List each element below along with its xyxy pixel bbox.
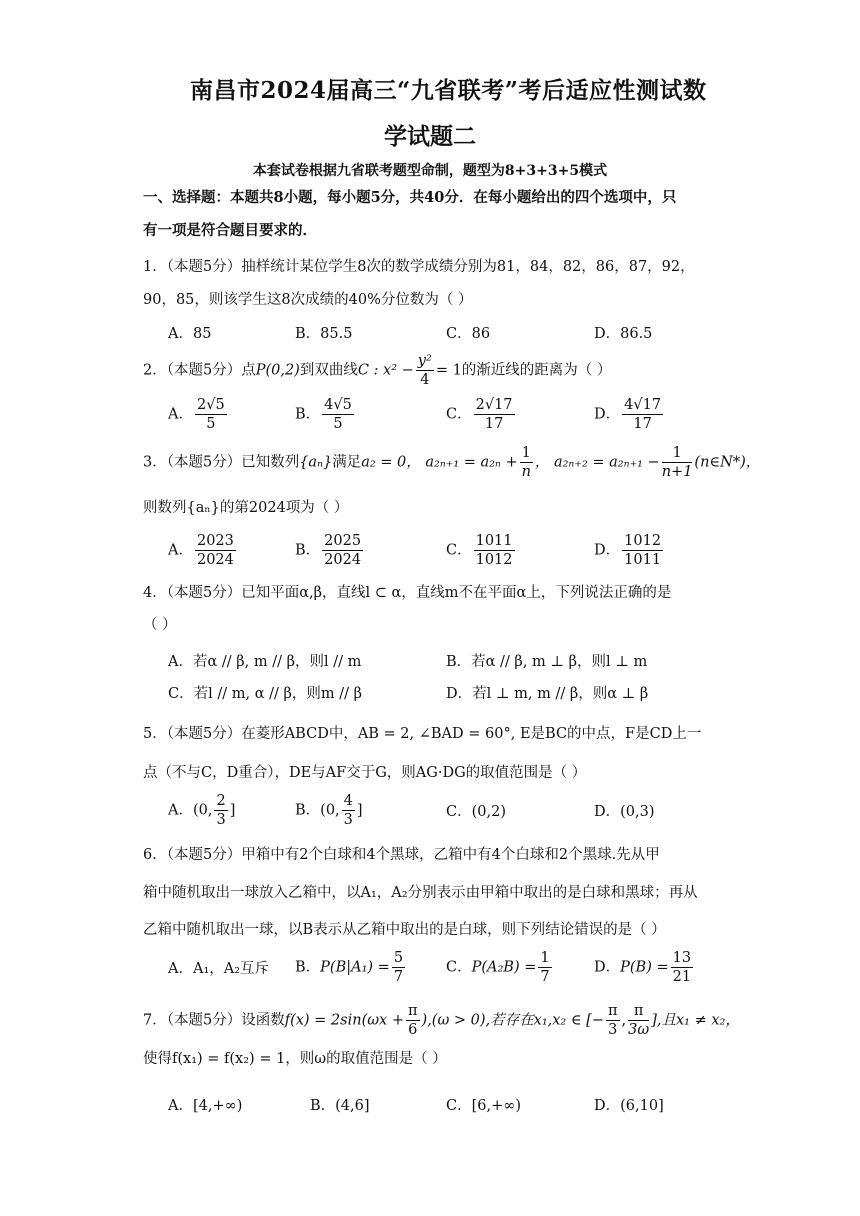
q7-prefix: 7．（本题5分）设函数	[143, 1012, 285, 1029]
q6-option-b-pre: P(B|A₁) =	[320, 959, 390, 976]
q3-cond3-num: 1	[662, 444, 693, 463]
q2-option-a-num: 2√5	[195, 396, 227, 415]
section-instructions-cont: 有一项是符合题目要求的．	[143, 222, 317, 239]
q3-option-b-den: 2024	[324, 552, 362, 569]
q3-cond1: a₂ = 0，	[361, 454, 421, 471]
q3-option-a-num: 2023	[195, 532, 236, 551]
q2-curve-den: 4	[420, 372, 430, 389]
question-3-text	[143, 444, 760, 481]
q5-option-b-den: 3	[343, 812, 353, 829]
q2-option-b-den: 5	[333, 416, 343, 433]
q3-option-c	[446, 532, 517, 569]
q3-option-c-num: 1011	[474, 532, 515, 551]
q2-option-c-label: C．	[446, 406, 472, 423]
question-7-text	[143, 1002, 740, 1039]
q7-func-b: ),(ω > 0),若存在x₁,x₂ ∈ [−	[421, 1012, 604, 1029]
q5-option-b	[295, 792, 363, 829]
q2-option-b-label: B．	[295, 406, 321, 423]
q6-option-b-den: 7	[393, 969, 404, 986]
q5-option-d	[594, 800, 655, 821]
q4-option-a: A．若α // β, m // β，则l // m	[168, 654, 362, 670]
q2-prefix: 2．（本题5分）点	[143, 362, 256, 379]
q2-option-b	[295, 396, 356, 433]
q2-option-a-label: A．	[168, 406, 193, 423]
q6-option-c-den: 7	[540, 969, 550, 986]
q6-option-b-num: 5	[392, 949, 405, 968]
q2-suffix: 的渐近线的距离为（ ）	[461, 362, 612, 379]
q7-option-a: A．[4,+∞)	[168, 1098, 243, 1114]
q7-func-c: ],且x₁ ≠ x₂，	[651, 1012, 740, 1029]
q3-option-b-num: 2025	[322, 532, 363, 551]
question-6-text-cont1: 箱中随机取出一球放入乙箱中，以A₁，A₂分别表示由甲箱中取出的是白球和黑球；再从	[143, 885, 698, 901]
q2-curve-fraction	[416, 352, 434, 389]
q7-interval-1-den: 3	[608, 1022, 618, 1039]
q6-option-c-label: C．	[446, 959, 472, 976]
q5-option-b-label: B．	[295, 802, 321, 819]
q3-option-b	[295, 532, 365, 569]
q2-point: P(0,2)	[255, 362, 300, 379]
q6-option-c-pre: P(A₂B) =	[471, 959, 537, 976]
q7-option-c: C．[6,+∞)	[446, 1098, 521, 1114]
question-2-text	[143, 352, 611, 389]
q5-option-a-pre: (0,	[192, 802, 213, 819]
q3-cond3-den: n+1	[661, 464, 693, 481]
q4-option-b: B．若α // β, m ⊥ β，则l ⊥ m	[446, 654, 648, 670]
q5-option-c	[446, 800, 506, 821]
q2-option-d	[594, 396, 665, 433]
q2-option-c	[446, 396, 517, 433]
q1-option-c: C．86	[446, 326, 491, 342]
q3-cond2: a₂ₙ₊₁ = a₂ₙ +	[425, 454, 518, 471]
q2-option-d-den: 17	[633, 416, 652, 433]
q6-option-d-den: 21	[672, 969, 692, 986]
q3-seq: {aₙ}	[299, 454, 333, 471]
page-title-continued: 学试题二	[384, 123, 476, 150]
q7-interval-sep: ,	[621, 1012, 627, 1029]
page-title: 南昌市2024届高三“九省联考”考后适应性测试数	[190, 77, 707, 104]
q7-interval-2-den: 3ω	[628, 1022, 650, 1039]
q3-option-d-num: 1012	[622, 532, 663, 551]
question-1-text: 1．（本题5分）抽样统计某位学生8次的数学成绩分别为81，84，82，86，87，92，	[143, 259, 695, 275]
q5-option-a-num: 2	[214, 792, 227, 811]
q2-mid: 到双曲线	[299, 362, 358, 379]
q2-option-d-num: 4√17	[622, 396, 663, 415]
q6-option-b-label: B．	[295, 959, 321, 976]
q5-option-d-text: (0,3)	[620, 804, 655, 820]
q5-option-a-den: 3	[216, 812, 226, 829]
q7-interval-2-num: π	[628, 1002, 649, 1021]
q3-cond2-den: n	[521, 464, 531, 481]
q3-option-b-label: B．	[295, 542, 321, 559]
q2-curve-a: C : x² −	[357, 362, 414, 379]
q1-option-a: A．85	[168, 326, 212, 342]
question-3-text-cont: 则数列{aₙ}的第2024项为（ ）	[143, 500, 349, 516]
q5-option-c-text: (0,2)	[471, 804, 506, 820]
q2-curve-num: y²	[416, 352, 434, 371]
question-5-text: 5．（本题5分）在菱形ABCD中，AB = 2, ∠BAD = 60°, E是BC的中点，F是CD上一	[143, 726, 702, 742]
q3-cond2-num: 1	[520, 444, 533, 463]
q7-func-a: f(x) = 2sin(ωx +	[284, 1012, 404, 1029]
q6-option-d-num: 13	[671, 949, 693, 968]
q6-option-a	[168, 957, 269, 978]
q2-option-a	[168, 396, 229, 433]
q3-cond3-suffix: (n∈N*)，	[694, 454, 761, 471]
question-6-text-cont2: 乙箱中随机取出一球，以B表示从乙箱中取出的是白球，则下列结论错误的是（ ）	[143, 922, 666, 938]
q5-option-a-post: ]	[229, 802, 236, 819]
q6-option-c	[446, 949, 554, 986]
q2-option-d-label: D．	[594, 406, 621, 423]
section-instructions: 一、选择题：本题共8小题，每小题5分，共40分．在每小题给出的四个选项中，只	[143, 189, 677, 206]
q3-prefix: 3．（本题5分）已知数列	[143, 454, 300, 471]
q3-cond3: ， a₂ₙ₊₂ = a₂ₙ₊₁ −	[534, 454, 660, 471]
q3-option-a	[168, 532, 238, 569]
q6-option-c-num: 1	[538, 949, 551, 968]
q7-option-d: D．(6,10]	[594, 1098, 664, 1114]
question-4-text-cont: （ ）	[143, 617, 177, 633]
q3-option-d-label: D．	[594, 542, 621, 559]
q7-func-den: 6	[408, 1022, 418, 1039]
q3-option-d-den: 1011	[624, 552, 662, 569]
q5-option-c-label: C．	[446, 804, 472, 820]
question-4-text: 4．（本题5分）已知平面α,β，直线l ⊂ α，直线m不在平面α上，下列说法正确的是	[143, 585, 672, 601]
q4-option-d: D．若l ⊥ m, m // β，则α ⊥ β	[446, 686, 649, 702]
q5-option-b-num: 4	[342, 792, 355, 811]
q3-option-a-den: 2024	[196, 552, 234, 569]
q6-option-d-pre: P(B) =	[620, 959, 669, 976]
q7-option-b: B．(4,6]	[310, 1098, 370, 1114]
q1-option-b: B．85.5	[295, 326, 353, 342]
question-7-text-cont: 使得f(x₁) = f(x₂) = 1，则ω的取值范围是（ ）	[143, 1051, 447, 1067]
q3-option-c-label: C．	[446, 542, 472, 559]
q1-option-d: D．86.5	[594, 326, 653, 342]
question-1-text-cont: 90，85，则该学生这8次成绩的40%分位数为（ ）	[143, 292, 473, 308]
q5-option-d-label: D．	[594, 804, 621, 820]
q6-option-d	[594, 949, 695, 986]
q3-mid: 满足	[332, 454, 362, 471]
q3-option-c-den: 1012	[475, 552, 513, 569]
q5-option-a	[168, 792, 235, 829]
q6-option-b	[295, 949, 407, 986]
q2-option-c-den: 17	[484, 416, 504, 433]
q7-interval-1-num: π	[606, 1002, 620, 1021]
q6-option-a-text: A₁，A₂互斥	[192, 961, 270, 977]
q5-option-a-label: A．	[168, 802, 193, 819]
page-subtitle: 本套试卷根据九省联考题型命制，题型为8+3+3+5模式	[252, 163, 608, 179]
q6-option-d-label: D．	[594, 959, 621, 976]
q7-func-num: π	[406, 1002, 420, 1021]
q6-option-a-label: A．	[168, 961, 193, 977]
q2-curve-b: = 1	[435, 362, 462, 379]
q2-option-c-num: 2√17	[474, 396, 515, 415]
q4-option-c: C．若l // m, α // β，则m // β	[168, 686, 362, 702]
question-6-text: 6．（本题5分）甲箱中有2个白球和4个黑球，乙箱中有4个白球和2个黑球.先从甲	[143, 847, 660, 863]
q3-option-a-label: A．	[168, 542, 193, 559]
q5-option-b-post: ]	[356, 802, 363, 819]
q5-option-b-pre: (0,	[320, 802, 340, 819]
q2-option-a-den: 5	[206, 416, 216, 433]
question-5-text-cont: 点（不与C，D重合），DE与AF交于G，则AG·DG的取值范围是（ ）	[143, 765, 587, 781]
q3-option-d	[594, 532, 665, 569]
q2-option-b-num: 4√5	[322, 396, 354, 415]
